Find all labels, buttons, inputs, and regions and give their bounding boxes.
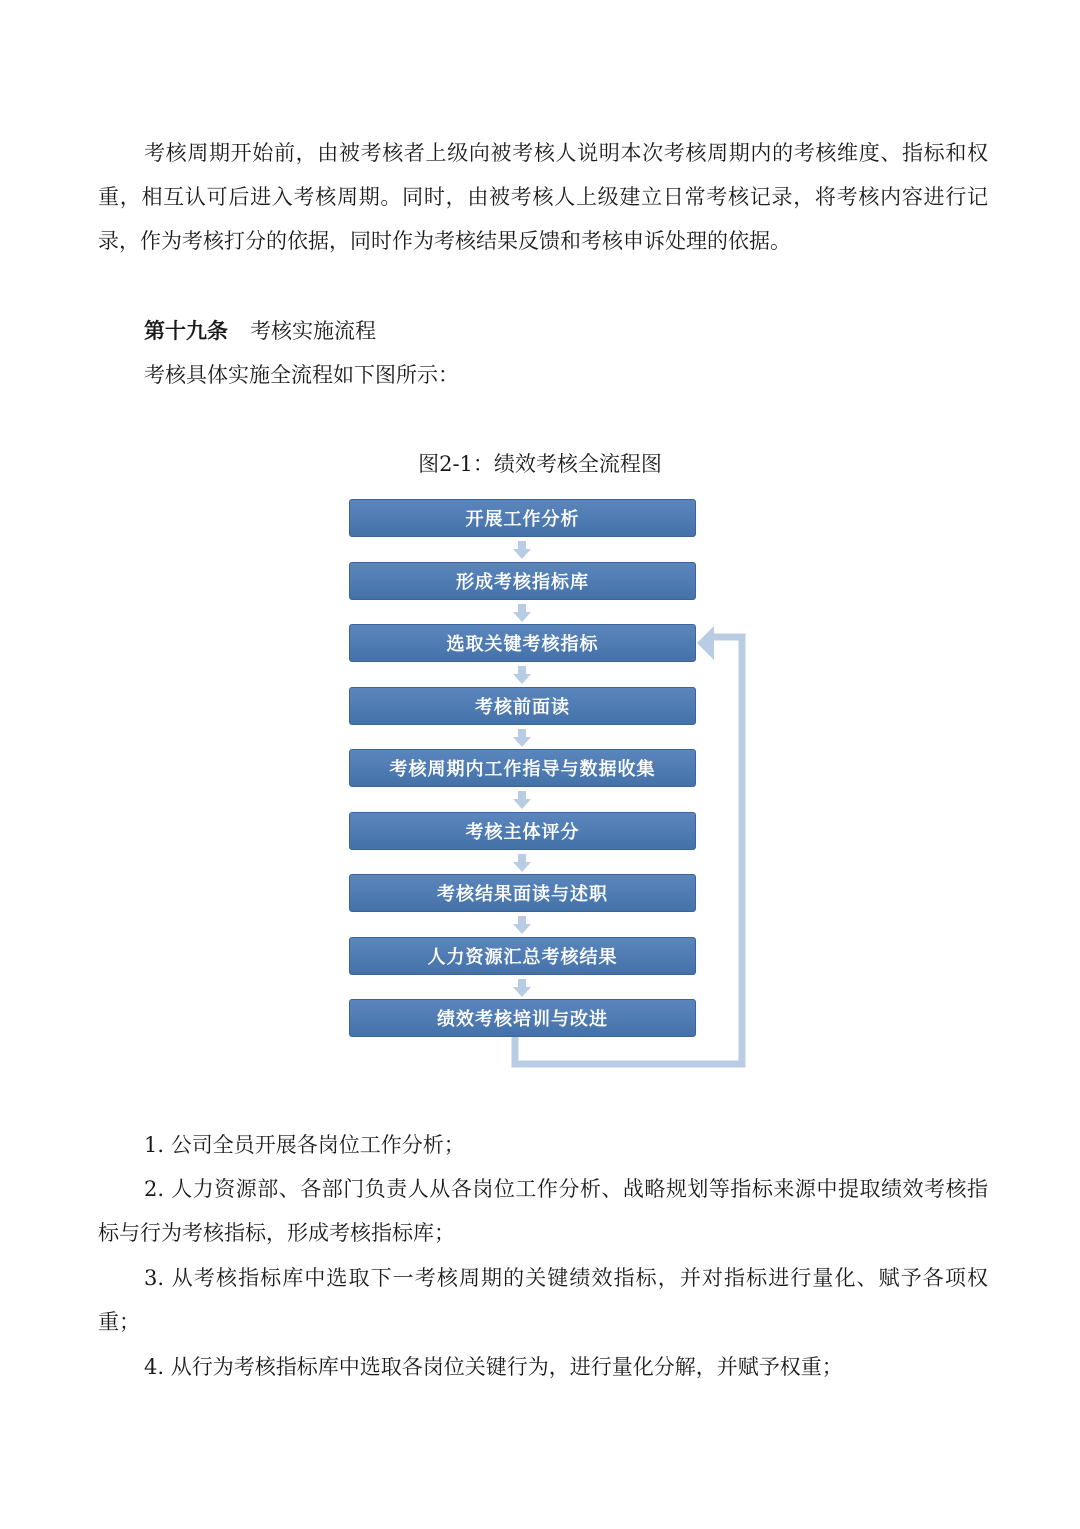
flow-step-1: 开展工作分析 xyxy=(349,499,696,537)
list-item-2: 2. 人力资源部、各部门负责人从各岗位工作分析、战略规划等指标来源中提取绩效考核指标与行为考核指标，形成考核指标库； xyxy=(98,1177,988,1245)
flow-step-7: 考核结果面读与述职 xyxy=(349,874,696,912)
intro-paragraph: 考核周期开始前，由被考核者上级向被考核人说明本次考核周期内的考核维度、指标和权重，相互认可后进入考核周期。同时，由被考核人上级建立日常考核记录，将考核内容进行记录，作为考核打分的依据，同时作为考核结果反馈和考核申诉处理的依据。 xyxy=(98,141,988,253)
figure-caption: 图2-1：绩效考核全流程图 xyxy=(418,452,662,476)
down-arrow-icon xyxy=(513,979,531,997)
article-title: 考核实施流程 xyxy=(250,319,376,343)
down-arrow-icon xyxy=(513,916,531,934)
flow-step-8: 人力资源汇总考核结果 xyxy=(349,937,696,975)
flow-step-3: 选取关键考核指标 xyxy=(349,624,696,662)
down-arrow-icon xyxy=(513,604,531,622)
list-item-3: 3. 从考核指标库中选取下一考核周期的关键绩效指标，并对指标进行量化、赋予各项权重； xyxy=(98,1266,988,1334)
flow-step-4: 考核前面读 xyxy=(349,687,696,725)
flow-step-2: 形成考核指标库 xyxy=(349,562,696,600)
down-arrow-icon xyxy=(513,729,531,747)
list-item-1: 1. 公司全员开展各岗位工作分析； xyxy=(144,1133,465,1157)
list-item-4: 4. 从行为考核指标库中选取各岗位关键行为，进行量化分解，并赋予权重； xyxy=(144,1355,843,1379)
down-arrow-icon xyxy=(513,854,531,872)
flow-step-9: 绩效考核培训与改进 xyxy=(349,999,696,1037)
flow-step-6: 考核主体评分 xyxy=(349,812,696,850)
article-lead: 考核具体实施全流程如下图所示： xyxy=(144,363,459,387)
down-arrow-icon xyxy=(513,541,531,559)
down-arrow-icon xyxy=(513,666,531,684)
down-arrow-icon xyxy=(513,791,531,809)
article-number: 第十九条 xyxy=(144,318,228,343)
flow-step-5: 考核周期内工作指导与数据收集 xyxy=(349,749,696,787)
